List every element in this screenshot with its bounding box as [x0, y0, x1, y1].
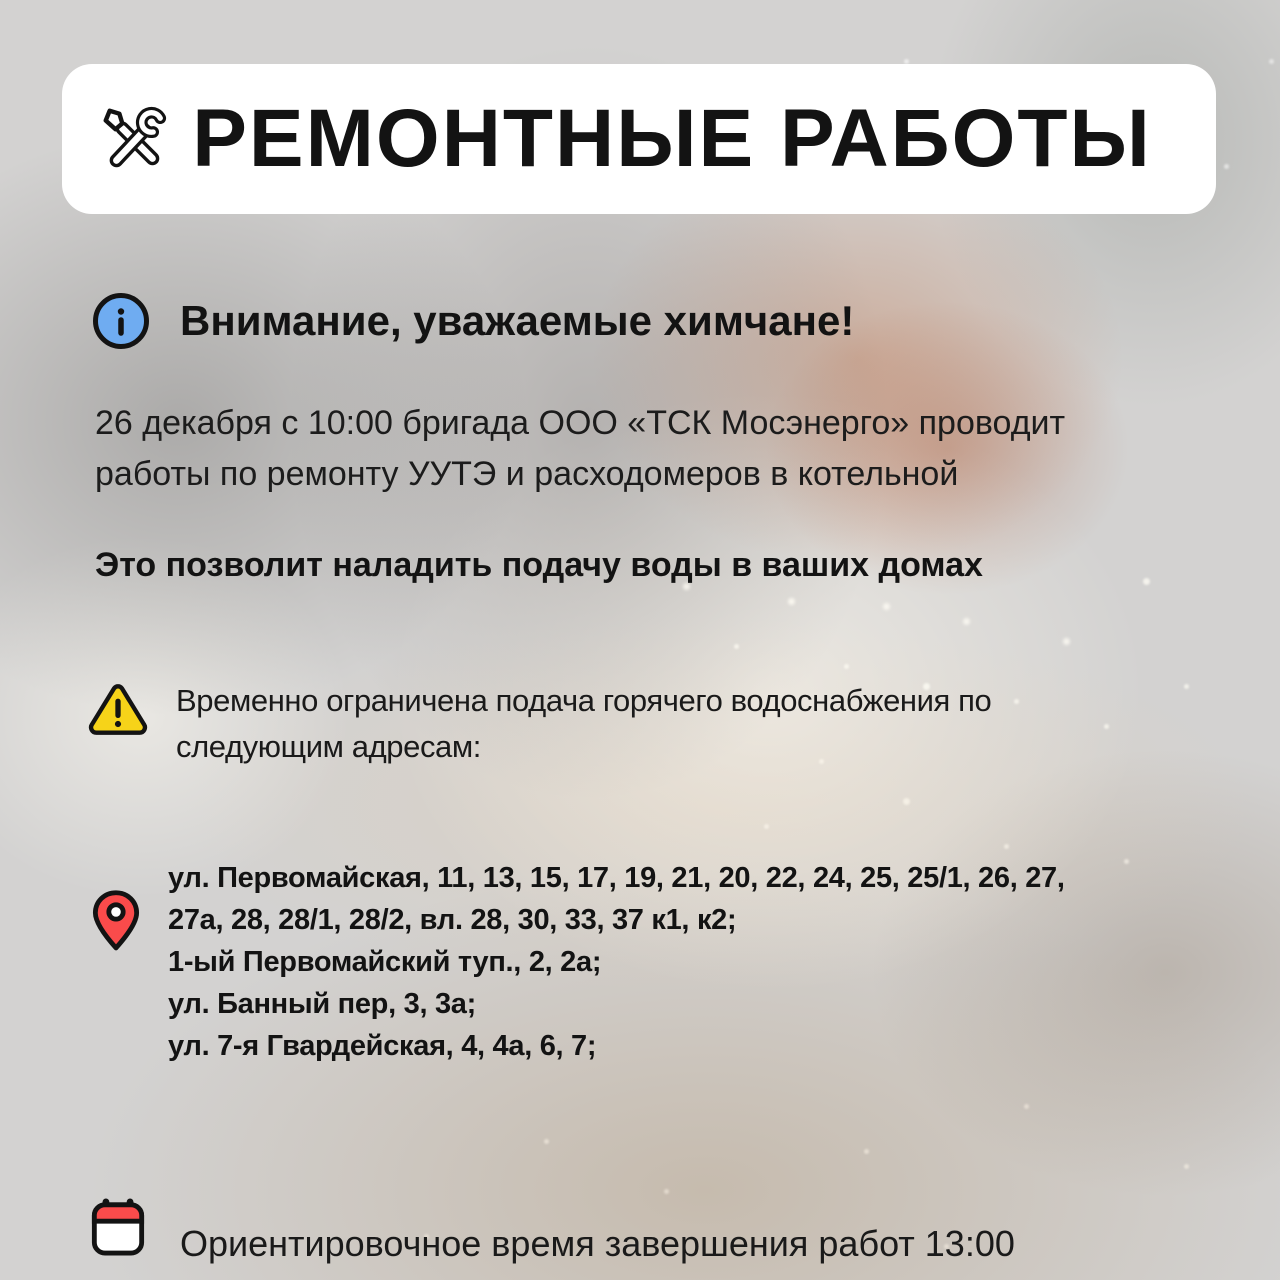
- address-item: 1-ый Первомайский туп., 2, 2а;: [168, 946, 602, 978]
- attention-section: [92, 292, 854, 350]
- address-item: ул. Банный пер, 3, 3а;: [168, 988, 476, 1020]
- poster-title: РЕМОНТНЫЕ РАБОТЫ: [192, 93, 1152, 184]
- completion-text: Ориентировочное время завершения работ 13:00: [180, 1223, 1015, 1264]
- tools-icon: [96, 102, 170, 176]
- attention-title: Внимание, уважаемые химчане!: [180, 297, 855, 344]
- calendar-icon: [90, 1196, 146, 1258]
- info-icon: [92, 292, 150, 350]
- benefit-text: Это позволит наладить подачу воды в ваших домах: [95, 546, 983, 584]
- intro-text: 26 декабря с 10:00 бригада ООО «ТСК Мосэнерго» проводит работы по ремонту УУТЭ и расходомеров в котельной: [95, 404, 1066, 493]
- warning-section: [88, 678, 1016, 770]
- addresses-section: [92, 857, 1108, 1067]
- warning-triangle-icon: [88, 682, 148, 738]
- address-item: ул. Первомайская, 11, 13, 15, 17, 19, 21, 20, 22, 24, 25, 25/1, 26, 27, 27а, 28, 28/1, 28/2, вл. 28, 30, 33, 37 к1, к2;: [168, 862, 1065, 936]
- address-item: ул. 7-я Гвардейская, 4, 4а, 6, 7;: [168, 1030, 597, 1062]
- completion-section: [90, 1196, 1015, 1265]
- address-list: [168, 857, 1108, 1067]
- location-pin-icon: [92, 889, 140, 955]
- warning-text: Временно ограничена подача горячего водоснабжения по следующим адресам:: [176, 683, 992, 764]
- header-card: [62, 64, 1216, 214]
